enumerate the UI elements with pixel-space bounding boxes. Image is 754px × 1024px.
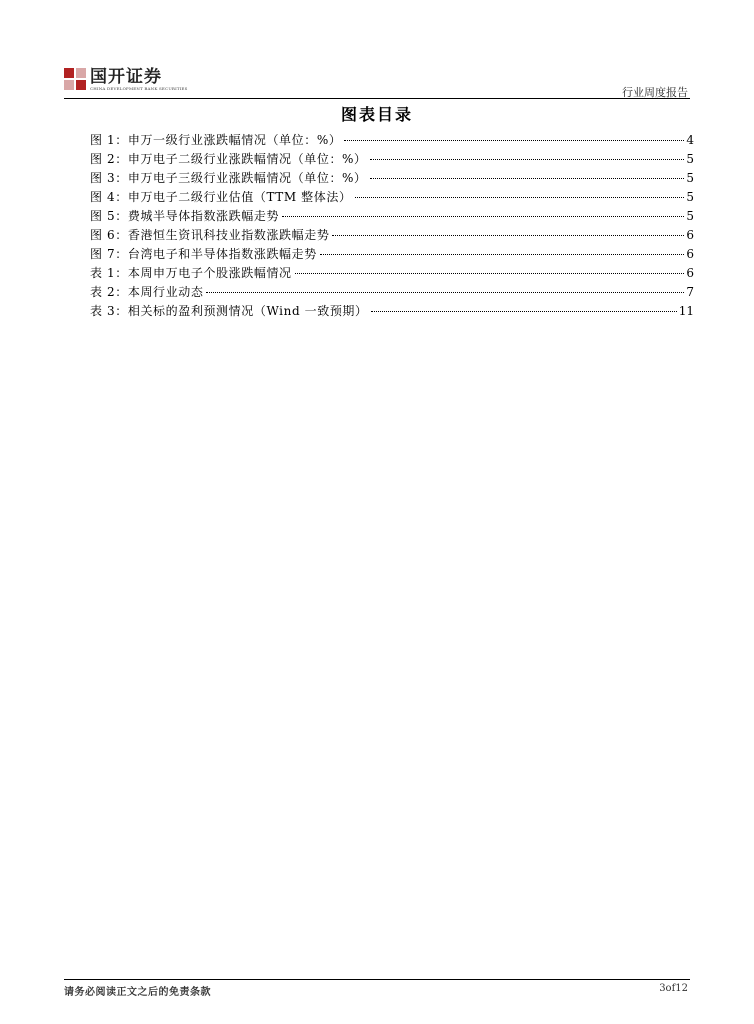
toc-entry-label: 表 2：本周行业动态 xyxy=(90,285,204,299)
toc-leader-dots xyxy=(371,311,677,312)
toc-entry-page: 11 xyxy=(678,304,694,318)
toc-leader-dots xyxy=(344,140,684,141)
header-divider xyxy=(64,98,690,99)
toc-entry-label: 图 7：台湾电子和半导体指数涨跌幅走势 xyxy=(90,247,317,261)
report-type: 行业周度报告 xyxy=(622,86,688,99)
toc-entry[interactable] xyxy=(90,207,694,226)
toc-entry-label: 表 1：本周申万电子个股涨跌幅情况 xyxy=(90,266,292,280)
toc-entry[interactable] xyxy=(90,188,694,207)
page-title: 图表目录 xyxy=(340,105,413,124)
toc-leader-dots xyxy=(282,216,684,217)
toc-entry-label: 图 1：申万一级行业涨跌幅情况（单位：%） xyxy=(90,133,342,147)
toc-entry[interactable] xyxy=(90,245,694,264)
toc-entry[interactable] xyxy=(90,302,694,321)
toc-entry-page: 5 xyxy=(686,190,694,204)
toc-entry-page: 6 xyxy=(686,266,694,280)
logo-name-cn: 国开证券 xyxy=(90,67,162,87)
toc-leader-dots xyxy=(332,235,684,236)
page-number: 3of12 xyxy=(659,983,688,994)
toc-entry[interactable] xyxy=(90,150,694,169)
toc-entry-label: 图 6：香港恒生资讯科技业指数涨跌幅走势 xyxy=(90,228,330,242)
toc-entry[interactable] xyxy=(90,226,694,245)
toc-leader-dots xyxy=(355,197,685,198)
toc-leader-dots xyxy=(206,292,684,293)
toc-entry-page: 6 xyxy=(686,228,694,242)
toc-entry[interactable] xyxy=(90,264,694,283)
toc-leader-dots xyxy=(320,254,685,255)
page-header xyxy=(0,0,754,100)
toc-leader-dots xyxy=(370,178,685,179)
toc-leader-dots xyxy=(295,273,685,274)
logo-mark-icon xyxy=(64,68,86,90)
logo-name-en: CHINA DEVELOPMENT BANK SECURITIES xyxy=(90,86,188,91)
toc-entry-page: 5 xyxy=(686,152,694,166)
toc-entry[interactable] xyxy=(90,169,694,188)
table-of-figures xyxy=(90,131,694,321)
toc-entry[interactable] xyxy=(90,131,694,150)
toc-entry-page: 5 xyxy=(686,171,694,185)
toc-entry-page: 4 xyxy=(686,133,694,147)
toc-entry-label: 图 3：申万电子三级行业涨跌幅情况（单位：%） xyxy=(90,171,367,185)
footer-divider xyxy=(64,979,690,980)
toc-entry-page: 5 xyxy=(686,209,694,223)
toc-entry[interactable] xyxy=(90,283,694,302)
toc-entry-label: 图 2：申万电子二级行业涨跌幅情况（单位：%） xyxy=(90,152,367,166)
toc-entry-page: 7 xyxy=(686,285,694,299)
toc-leader-dots xyxy=(370,159,685,160)
toc-entry-label: 表 3：相关标的盈利预测情况（Wind 一致预期） xyxy=(90,304,368,318)
toc-entry-page: 6 xyxy=(686,247,694,261)
company-logo xyxy=(64,68,188,92)
toc-entry-label: 图 5：费城半导体指数涨跌幅走势 xyxy=(90,209,280,223)
footer-disclaimer: 请务必阅读正文之后的免责条款 xyxy=(64,987,211,998)
toc-entry-label: 图 4：申万电子二级行业估值（TTM 整体法） xyxy=(90,190,352,204)
